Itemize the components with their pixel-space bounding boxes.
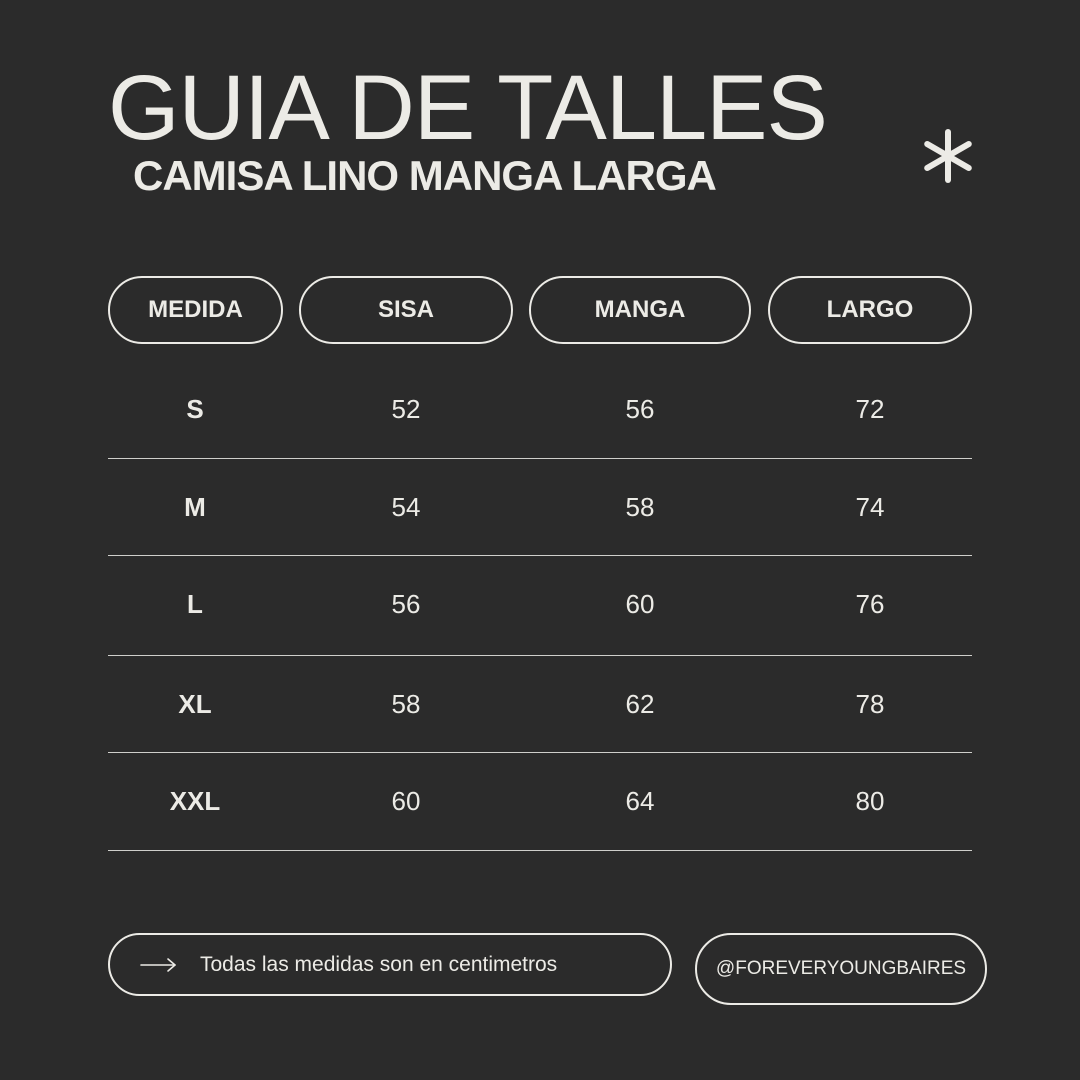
manga-cell: 56: [625, 393, 655, 424]
column-header-manga: MANGA: [529, 276, 751, 344]
largo-cell: 74: [855, 491, 885, 522]
largo-cell: 80: [855, 785, 885, 816]
product-subtitle: CAMISA LINO MANGA LARGA: [133, 152, 716, 199]
size-cell: L: [187, 588, 203, 619]
size-cell: S: [186, 393, 204, 424]
largo-cell: 72: [855, 393, 885, 424]
measurement-note-text: Todas las medidas son en centimetros: [200, 952, 558, 976]
arrow-right-icon: [139, 955, 179, 975]
sisa-cell: 58: [391, 688, 421, 719]
asterisk-icon: [920, 128, 976, 184]
sisa-cell: 54: [391, 491, 421, 522]
measurement-note: [108, 933, 672, 996]
row-divider: [108, 850, 972, 851]
sisa-cell: 56: [391, 588, 421, 619]
column-header-largo: LARGO: [768, 276, 972, 344]
manga-cell: 60: [625, 588, 655, 619]
largo-cell: 76: [855, 588, 885, 619]
table-row: [108, 458, 972, 556]
largo-cell: 78: [855, 688, 885, 719]
table-row: [108, 752, 972, 850]
social-handle: @FOREVERYOUNGBAIRES: [695, 933, 987, 1005]
sisa-cell: 60: [391, 785, 421, 816]
column-header-medida: MEDIDA: [108, 276, 283, 344]
size-cell: XXL: [169, 785, 221, 816]
manga-cell: 58: [625, 491, 655, 522]
table-row: [108, 655, 972, 753]
manga-cell: 64: [625, 785, 655, 816]
size-cell: XL: [178, 688, 212, 719]
table-row: [108, 360, 972, 458]
column-header-sisa: SISA: [299, 276, 513, 344]
table-row: [108, 555, 972, 653]
sisa-cell: 52: [391, 393, 421, 424]
size-cell: M: [184, 491, 206, 522]
manga-cell: 62: [625, 688, 655, 719]
page-title: GUIA DE TALLES: [108, 57, 827, 159]
